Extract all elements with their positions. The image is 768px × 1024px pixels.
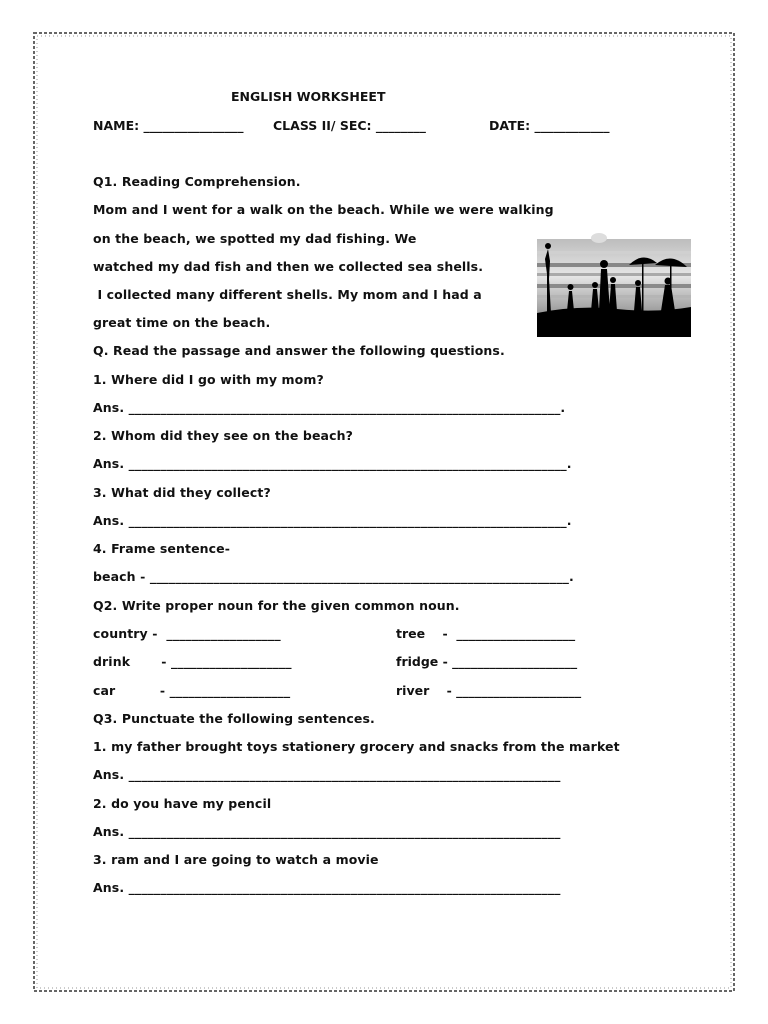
- question-text: 3. What did they collect?: [93, 485, 271, 500]
- answer-line[interactable]: beach - __________________________________________________________________.: [93, 569, 574, 584]
- passage-line: Mom and I went for a walk on the beach. While we were walking: [93, 202, 554, 217]
- question-text: 2. Whom did they see on the beach?: [93, 428, 353, 443]
- passage-line: on the beach, we spotted my dad fishing. We: [93, 231, 417, 246]
- name-field: NAME: ________________: [93, 118, 244, 133]
- q1-instruction: Q. Read the passage and answer the following questions.: [93, 343, 505, 358]
- answer-line[interactable]: Ans. ____________________________________________________________________: [93, 767, 561, 782]
- question-text: 2. do you have my pencil: [93, 796, 272, 811]
- noun-left[interactable]: car - ___________________: [93, 683, 291, 698]
- date-field: DATE: ____________: [489, 118, 610, 133]
- q3-heading: Q3. Punctuate the following sentences.: [93, 711, 375, 726]
- q1-heading: Q1. Reading Comprehension.: [93, 174, 301, 189]
- passage-line: I collected many different shells. My mom and I had a: [93, 287, 482, 302]
- beach-silhouette-illustration: [537, 229, 691, 337]
- answer-line[interactable]: Ans. ____________________________________________________________________: [93, 880, 561, 895]
- noun-right[interactable]: fridge - ____________________: [396, 654, 578, 669]
- class-field: CLASS II/ SEC: ________: [273, 118, 426, 133]
- question-text: 1. Where did I go with my mom?: [93, 372, 324, 387]
- question-text: 4. Frame sentence-: [93, 541, 231, 556]
- noun-left[interactable]: drink - ___________________: [93, 654, 292, 669]
- answer-line[interactable]: Ans. _____________________________________________________________________.: [93, 456, 572, 471]
- noun-right[interactable]: river - ____________________: [396, 683, 582, 698]
- answer-line[interactable]: Ans. _____________________________________________________________________.: [93, 513, 572, 528]
- noun-right[interactable]: tree - ___________________: [396, 626, 576, 641]
- worksheet-title: ENGLISH WORKSHEET: [231, 89, 386, 104]
- answer-line[interactable]: Ans. ____________________________________________________________________: [93, 824, 561, 839]
- question-text: 3. ram and I are going to watch a movie: [93, 852, 379, 867]
- passage-line: great time on the beach.: [93, 315, 271, 330]
- noun-left[interactable]: country - __________________: [93, 626, 281, 641]
- passage-line: watched my dad fish and then we collected sea shells.: [93, 259, 484, 274]
- q2-heading: Q2. Write proper noun for the given common noun.: [93, 598, 460, 613]
- answer-line[interactable]: Ans. ____________________________________________________________________.: [93, 400, 566, 415]
- question-text: 1. my father brought toys stationery grocery and snacks from the market: [93, 739, 620, 754]
